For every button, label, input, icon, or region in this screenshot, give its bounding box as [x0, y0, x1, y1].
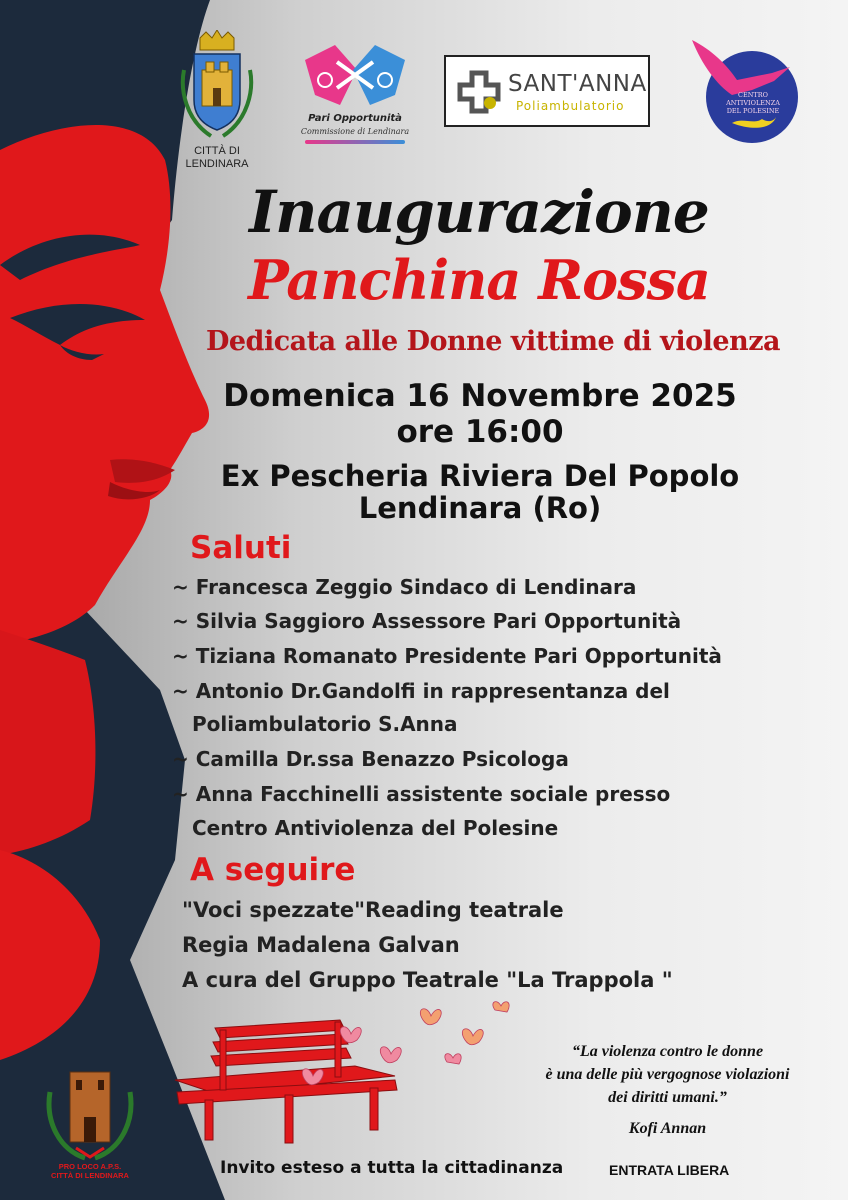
pari-underline [305, 140, 405, 144]
title-inaugurazione: Inaugurazione [249, 178, 709, 246]
saluti-item-continued: Poliambulatorio S.Anna [192, 712, 458, 736]
centro-antiviolenza-logo [692, 35, 802, 145]
saluti-item: ~ Silvia Saggioro Assessore Pari Opportunità [172, 609, 682, 633]
event-place-line-2: Lendinara (Ro) [358, 491, 602, 525]
footer-invite: Invito esteso a tutta la cittadinanza [220, 1158, 564, 1178]
saluti-item-continued: Centro Antiviolenza del Polesine [192, 816, 559, 840]
saluti-item: ~ Camilla Dr.ssa Benazzo Psicologa [172, 747, 569, 771]
quote-author: Kofi Annan [628, 1120, 707, 1137]
bench-icon [175, 1020, 397, 1143]
quote-line-2: è una delle più vergognose violazioni [545, 1066, 790, 1083]
event-place-line-1: Ex Pescheria Riviera Del Popolo [220, 459, 740, 493]
santanna-poliambulatorio-logo [444, 55, 650, 127]
cav-caption: CENTRO ANTIVIOLENZA DEL POLESINE [726, 91, 780, 115]
saluti-item: ~ Tiziana Romanato Presidente Pari Opportunità [172, 644, 722, 668]
citta-di-lendinara-logo [176, 30, 258, 180]
program-item: A cura del Gruppo Teatrale "La Trappola " [182, 968, 673, 992]
title-dedication: Dedicata alle Donne vittime di violenza [205, 326, 781, 357]
footer-entrata-libera: ENTRATA LIBERA [609, 1162, 730, 1178]
pro-loco-logo [40, 1062, 140, 1182]
tower-crest-icon [40, 1062, 140, 1162]
program-item: Regia Madalena Galvan [182, 933, 460, 957]
medical-cross-icon [456, 69, 502, 115]
quote-line-1: “La violenza contro le donne [571, 1043, 764, 1060]
santanna-subtitle: Poliambulatorio [516, 99, 625, 113]
saluti-heading: Saluti [190, 530, 292, 566]
quote [515, 1040, 820, 1109]
santanna-name: SANT'ANNA [508, 71, 647, 97]
event-time: ore 16:00 [396, 414, 564, 450]
event-date: Domenica 16 Novembre 2025 [223, 378, 737, 414]
pari-subtitle: Commissione di Lendinara [300, 127, 410, 136]
title-panchina-rossa: Panchina Rossa [248, 248, 710, 312]
saluti-item: ~ Anna Facchinelli assistente sociale presso [172, 782, 671, 806]
pari-opportunita-logo [295, 40, 415, 150]
pari-title: Pari Opportunità [308, 113, 402, 124]
a-seguire-heading: A seguire [190, 852, 356, 888]
red-bench-illustration [165, 1000, 535, 1160]
saluti-item: ~ Francesca Zeggio Sindaco di Lendinara [172, 575, 637, 599]
neck-shape [0, 630, 95, 855]
citta-caption: CITTÀ DI LENDINARA [185, 145, 249, 170]
saluti-item: ~ Antonio Dr.Gandolfi in rappresentanza del [172, 679, 670, 703]
pro-loco-caption: PRO LOCO A.P.S. CITTÀ DI LENDINARA [51, 1162, 129, 1180]
quote-line-3: dei diritti umani.” [608, 1089, 727, 1106]
city-crest-icon [176, 30, 258, 145]
hands-gender-icon [295, 40, 415, 112]
hummingbird-badge-icon [692, 35, 802, 145]
program-item: "Voci spezzate"Reading teatrale [182, 898, 564, 922]
